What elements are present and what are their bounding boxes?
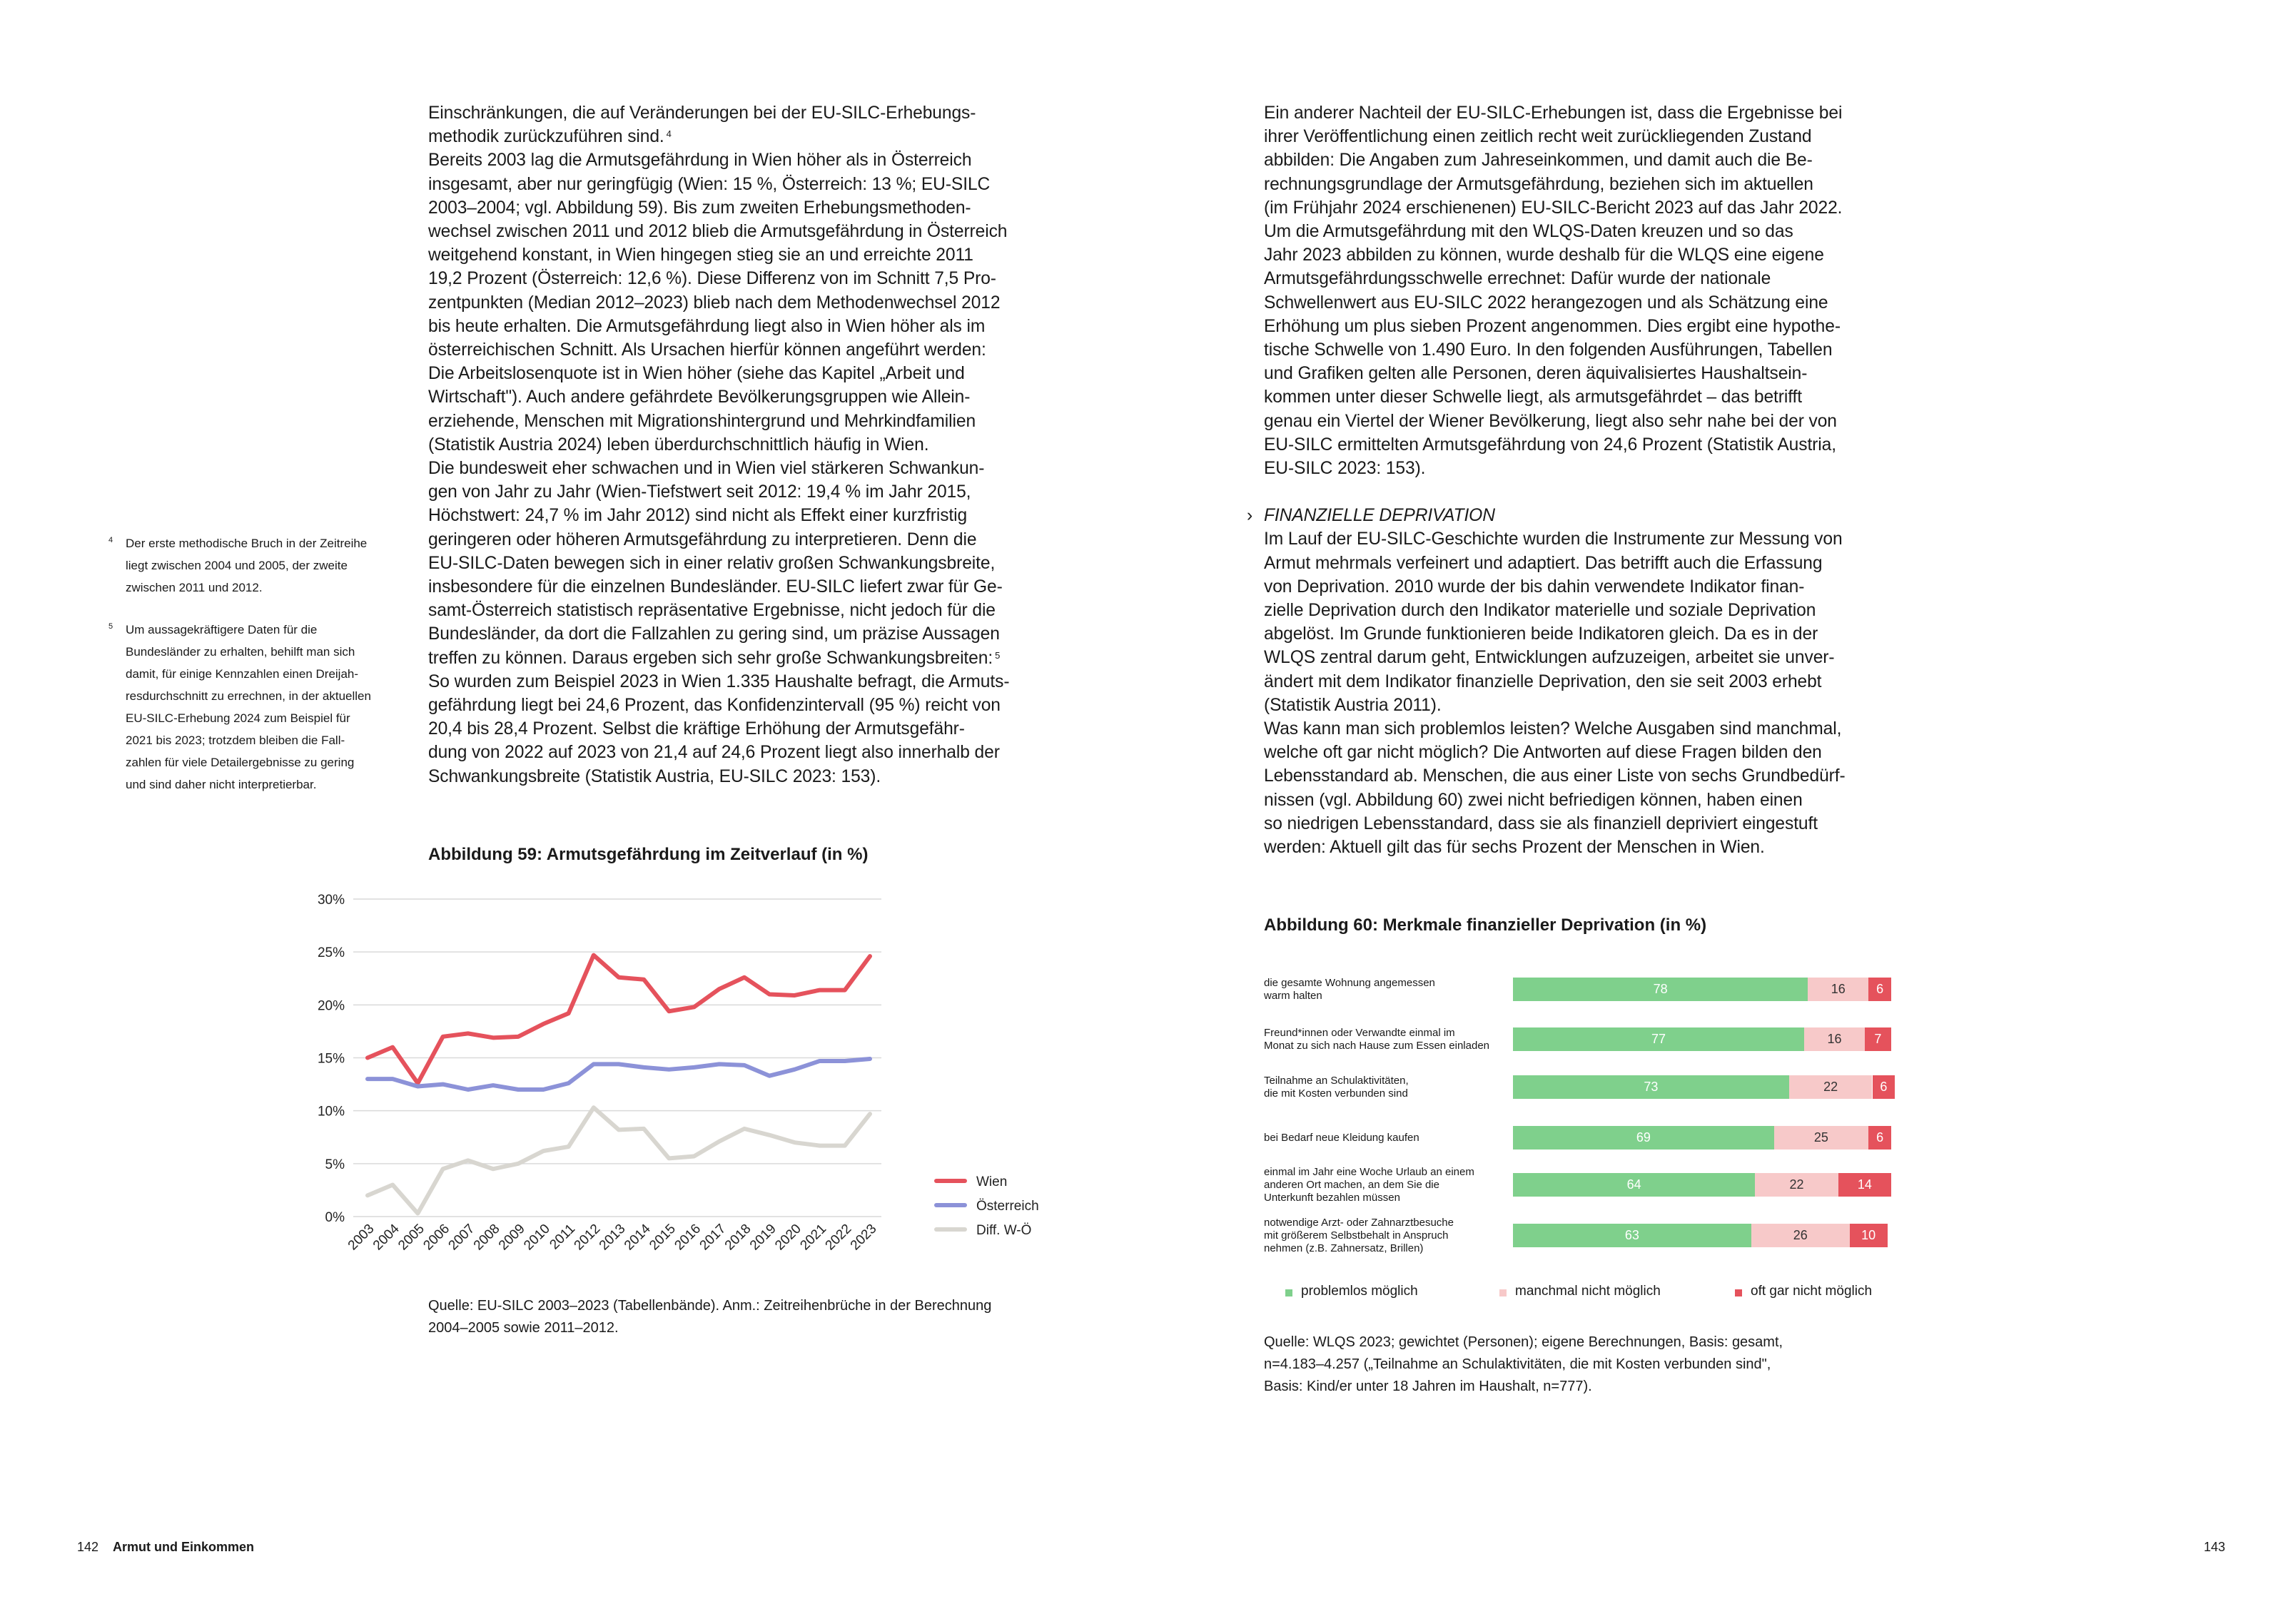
bar-value-label: 26	[1793, 1228, 1808, 1242]
footnote-4	[108, 532, 383, 599]
left-paragraph-2: Bereits 2003 lag die Armutsgefährdung in Wien höher als in Österreich insgesamt, aber nur geringfügig (Wien: 15 %, Österreich: 13 %; EU-SILC 2003–2004; vgl. Abbildung 59). Bis zum zweiten Erhebungsmethoden- wechsel zwischen 2011 und 2012 blieb die Armutsgefährdung in Österreich weitgehend konstant, in Wien hingegen stieg sie an und erreichte 2011 19,2 Prozent (Österreich: 12,6 %). Diese Differenz von im Schnitt 7,5 Pro- zentpunkten (Median 2012–2023) blieb nach dem Methodenwechsel 2012 bis heute erhalten. Die Armutsgefährdung liegt also in Wien höher als im österreichischen Schnitt. Als Ursachen hierfür können angeführt werden: Die Arbeitslosenquote ist in Wien höher (siehe das Kapitel „Arbeit und Wirtschaft"). Auch andere gefährdete Bevölkerungsgruppen wie Allein- erziehende, Menschen mit Migrationshintergrund und Mehrkindfamilien (Statistik Austria 2024) leben überdurchschnittlich häufig in Wien.	[428, 151, 1008, 455]
category-label: bei Bedarf neue Kleidung kaufen	[1264, 1131, 1419, 1144]
bar-value-label: 16	[1831, 982, 1846, 996]
left-paragraph-4: So wurden zum Beispiel 2023 in Wien 1.335 Haushalte befragt, die Armuts- gefährdung liegt bei 24,6 Prozent, das Konfidenzintervall (95 %) reicht von 20,4 bis 28,4 Prozent. Selbst die kräftige Erhöhung der Armutsgefähr- dung von 2022 auf 2023 von 21,4 auf 24,6 Prozent liegt also innerhalb der Schwankungsbreite (Statistik Austria, EU-SILC 2023: 153).	[428, 671, 1010, 786]
bar-value-label: 6	[1876, 1130, 1884, 1145]
x-tick-label: 2016	[672, 1221, 704, 1254]
y-tick-label: 30%	[317, 893, 345, 908]
x-tick-label: 2022	[822, 1221, 855, 1254]
x-tick-label: 2023	[847, 1221, 880, 1254]
bar-value-label: 78	[1653, 982, 1668, 996]
x-tick-label: 2009	[495, 1221, 528, 1254]
section-marker-icon: ›	[1247, 506, 1253, 526]
figure-60-bar-chart	[1264, 970, 1906, 1313]
y-tick-label: 5%	[325, 1157, 345, 1172]
bar-value-label: 22	[1823, 1080, 1838, 1094]
page-number-right: 143	[2204, 1540, 2226, 1554]
bar-value-label: 69	[1636, 1130, 1651, 1145]
figure-59-title: Abbildung 59: Armutsgefährdung im Zeitverlauf (in %)	[428, 845, 869, 864]
x-tick-label: 2006	[420, 1221, 453, 1254]
legend-label: problemlos möglich	[1301, 1284, 1418, 1299]
bar-value-label: 64	[1626, 1177, 1641, 1192]
bar-value-label: 25	[1813, 1130, 1828, 1145]
bar-value-label: 16	[1827, 1032, 1842, 1046]
page-number-left: 142	[77, 1540, 99, 1554]
section-heading: FINANZIELLE DEPRIVATION	[1264, 506, 1495, 526]
bar-value-label: 77	[1651, 1032, 1666, 1046]
x-tick-label: 2015	[647, 1221, 679, 1254]
x-tick-label: 2004	[370, 1221, 403, 1254]
figure-59-source: Quelle: EU-SILC 2003–2023 (Tabellenbände). Anm.: Zeitreihenbrüche in der Berechnung 2004–2005 sowie 2011–2012.	[428, 1298, 992, 1336]
x-tick-label: 2021	[797, 1221, 830, 1254]
bar-value-label: 63	[1624, 1228, 1639, 1242]
figure-60-source: Quelle: WLQS 2023; gewichtet (Personen); eigene Berechnungen, Basis: gesamt, n=4.183–4.257 („Teilnahme an Schulaktivitäten, die mit Kosten verbunden sind", Basis: Kind/er unter 18 Jahren im Haushalt, n=777).	[1264, 1334, 1783, 1394]
footnote-5	[108, 619, 383, 796]
legend-swatch	[1735, 1289, 1742, 1296]
category-label: notwendige Arzt- oder Zahnarztbesuche mit größerem Selbstbehalt in Anspruch nehmen (z.B. Zahnersatz, Brillen)	[1264, 1216, 1454, 1254]
x-tick-label: 2014	[621, 1221, 654, 1254]
left-paragraph-1: Einschränkungen, die auf Veränderungen bei der EU-SILC-Erhebungs- methodik zurückzuführen sind. $^4$	[428, 103, 976, 147]
category-label: einmal im Jahr eine Woche Urlaub an einem anderen Ort machen, an dem Sie die Unterkunft bezahlen müssen	[1264, 1165, 1474, 1204]
footnote-5-text: Um aussagekräftigere Daten für die Bundesländer zu erhalten, behilft man sich damit, für einige Kennzahlen einen Dreijah- resdurchschnitt zu errechnen, in der aktuellen EU-SILC-Erhebung 2024 zum Beispiel für 2021 bis 2023; trotzdem bleiben die Fall- zahlen für viele Detailergebnisse zu gering und sind daher nicht interpretierbar.	[126, 623, 371, 791]
footnote-ref-4[interactable]: 4	[666, 128, 672, 140]
x-tick-label: 2017	[697, 1221, 729, 1254]
right-body-text	[1247, 101, 1906, 859]
right-paragraph-2: Im Lauf der EU-SILC-Geschichte wurden die Instrumente zur Messung von Armut mehrmals verfeinert und adaptiert. Das betrifft auch die Erfassung von Deprivation. 2010 wurde der bis dahin verwendete Indikator finan- zielle Deprivation durch den Indikator materielle und soziale Deprivation abgelöst. Im Grunde funktionieren beide Indikatoren gleich. Da es in der WLQS zentral darum geht, Entwicklungen aufzuzeigen, arbeitet sie unver- ändert mit dem Indikator finanzielle Deprivation, den sie seit 2003 erhebt (Statistik Austria 2011).	[1264, 529, 1843, 715]
right-paragraph-3: Was kann man sich problemlos leisten? Welche Ausgaben sind manchmal, welche oft gar nicht möglich? Die Antworten auf diese Fragen bilden den Lebensstandard ab. Menschen, die aus einer Liste von sechs Grundbedürf- nissen (vgl. Abbildung 60) zwei nicht befriedigen können, haben einen so niedrigen Lebensstandard, dass sie als finanziell depriviert eingestuft werden: Aktuell gilt das für sechs Prozent der Menschen in Wien.	[1264, 719, 1846, 858]
x-tick-label: 2018	[722, 1221, 754, 1254]
legend-label: Wien	[976, 1174, 1008, 1189]
x-tick-label: 2012	[571, 1221, 604, 1254]
legend-swatch	[1285, 1289, 1292, 1296]
bar-value-label: 22	[1789, 1177, 1804, 1192]
y-tick-label: 0%	[325, 1210, 345, 1225]
footnote-5-number: 5	[108, 622, 113, 631]
y-tick-label: 25%	[317, 945, 345, 961]
section-heading-line	[1247, 504, 1906, 527]
series-line-2	[368, 1107, 870, 1213]
legend-label: manchmal nicht möglich	[1515, 1284, 1661, 1299]
x-tick-label: 2010	[521, 1221, 553, 1254]
x-tick-label: 2013	[596, 1221, 629, 1254]
legend-label: Diff. W-Ö	[976, 1223, 1032, 1238]
x-tick-label: 2011	[547, 1221, 579, 1253]
x-tick-label: 2005	[395, 1221, 427, 1254]
legend-label: oft gar nicht möglich	[1751, 1284, 1873, 1299]
bar-value-label: 7	[1874, 1032, 1882, 1046]
x-tick-label: 2007	[445, 1221, 478, 1254]
y-tick-label: 10%	[317, 1104, 345, 1120]
figure-59-line-chart	[285, 878, 1070, 1277]
y-tick-label: 20%	[317, 998, 345, 1014]
right-paragraph-1: Ein anderer Nachteil der EU-SILC-Erhebungen ist, dass die Ergebnisse bei ihrer Veröffentlichung einen zeitlich recht weit zurückliegenden Zustand abbilden: Die Angaben zum Jahreseinkommen, und damit auch die Be- rechnungsgrundlage der Armutsgefährdung, beziehen sich im aktuellen (im Frühjahr 2024 erschienenen) EU-SILC-Bericht 2023 auf das Jahr 2022. Um die Armutsgefährdung mit den WLQS-Daten kreuzen und so das Jahr 2023 abbilden zu können, wurde deshalb für die WLQS eine eigene Armutsgefährdungsschwelle errechnet: Dafür wurde der nationale Schwellenwert aus EU-SILC 2022 herangezogen und als Schätzung eine Erhöhung um plus sieben Prozent angenommen. Dies ergibt eine hypothe- tische Schwelle von 1.490 Euro. In den folgenden Ausführungen, Tabellen und Grafiken gelten alle Personen, deren äquivalisiertes Haushaltsein- kommen unter dieser Schwelle liegt, als armutsgefährdet – das betrifft genau ein Viertel der Wiener Bevölkerung, liegt also sehr nahe bei der von EU-SILC ermittelten Armutsgefährdung von 24,6 Prozent (Statistik Austria, EU-SILC 2023: 153).	[1264, 103, 1843, 479]
footnote-ref-5[interactable]: 5	[995, 649, 1001, 661]
x-tick-label: 2008	[470, 1221, 503, 1254]
legend-swatch	[1499, 1289, 1507, 1296]
bar-value-label: 6	[1880, 1080, 1888, 1094]
bar-value-label: 6	[1876, 982, 1884, 996]
x-tick-label: 2020	[772, 1221, 804, 1254]
bar-value-label: 14	[1857, 1177, 1872, 1192]
category-label: Freund*innen oder Verwandte einmal im Monat zu sich nach Hause zum Essen einladen	[1264, 1026, 1490, 1052]
bar-value-label: 73	[1644, 1080, 1659, 1094]
y-tick-label: 15%	[317, 1051, 345, 1067]
x-tick-label: 2003	[345, 1221, 378, 1254]
left-body-text	[428, 101, 1056, 788]
running-title: Armut und Einkommen	[113, 1540, 255, 1554]
x-tick-label: 2019	[746, 1221, 779, 1254]
footnote-4-text: Der erste methodische Bruch in der Zeitreihe liegt zwischen 2004 und 2005, der zweite zwischen 2011 und 2012.	[126, 537, 368, 594]
series-line-1	[368, 1059, 870, 1090]
bar-value-label: 10	[1861, 1228, 1876, 1242]
category-label: die gesamte Wohnung angemessen warm halten	[1264, 976, 1435, 1002]
footnote-4-number: 4	[108, 536, 113, 544]
left-paragraph-3: Die bundesweit eher schwachen und in Wien viel stärkeren Schwankun- gen von Jahr zu Jahr (Wien-Tiefstwert seit 2012: 19,4 % im Jahr 2015, Höchstwert: 24,7 % im Jahr 2012) sind nicht als Effekt einer kurzfristig geringeren oder höheren Armutsgefährdung zu interpretieren. Denn die EU-SILC-Daten bewegen sich in einer relativ großen Schwankungsbreite, insbesondere für die einzelnen Bundesländer. EU-SILC liefert zwar für Ge- samt-Österreich statistisch repräsentative Ergebnisse, nicht jedoch für die Bundesländer, da dort die Fallzahlen zu gering sind, um präzise Aussagen treffen zu können. Daraus ergeben sich sehr große Schwankungsbreiten: $^5$	[428, 459, 1003, 668]
figure-60-title: Abbildung 60: Merkmale finanzieller Deprivation (in %)	[1264, 915, 1707, 935]
legend-label: Österreich	[976, 1199, 1039, 1214]
category-label: Teilnahme an Schulaktivitäten, die mit Kosten verbunden sind	[1264, 1074, 1409, 1100]
